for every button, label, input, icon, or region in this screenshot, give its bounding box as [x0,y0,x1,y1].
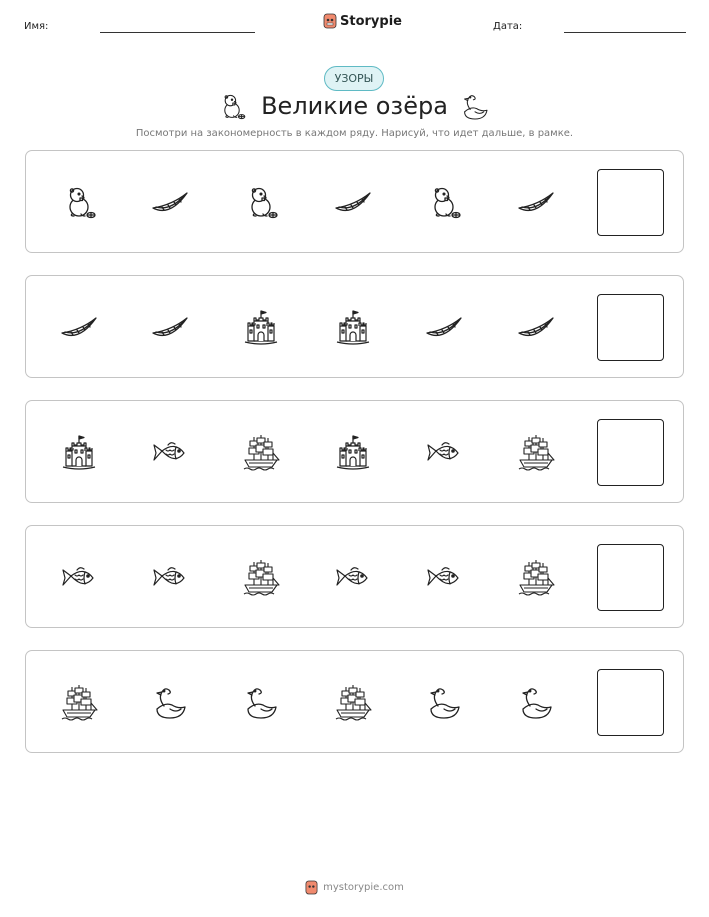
castle-icon [333,308,373,348]
answer-box[interactable] [597,294,664,361]
fish-icon [424,433,464,473]
name-label: Имя: [24,21,49,32]
ship-icon [516,558,556,598]
swan-icon [424,683,464,723]
footer [0,880,709,895]
canoe-icon [516,183,556,223]
beaver-icon [59,183,99,223]
footer-url[interactable]: mystorypie.com [323,882,404,893]
name-line[interactable] [100,32,255,33]
answer-box[interactable] [597,669,664,736]
beaver-icon [424,183,464,223]
canoe-icon [516,308,556,348]
castle-icon [241,308,281,348]
canoe-icon [333,183,373,223]
storypie-mascot-icon [305,880,318,895]
fish-icon [424,558,464,598]
fish-icon [59,558,99,598]
fish-icon [150,558,190,598]
swan-icon [241,683,281,723]
pattern-row [25,525,684,628]
brand-name: Storypie [340,13,402,29]
castle-icon [333,433,373,473]
ship-icon [59,683,99,723]
answer-box[interactable] [597,544,664,611]
brand-logo [323,13,402,29]
ship-icon [241,433,281,473]
pattern-row [25,150,684,253]
topic-badge: УЗОРЫ [324,66,384,91]
swan-icon [459,91,491,127]
castle-icon [59,433,99,473]
canoe-icon [59,308,99,348]
pattern-row [25,275,684,378]
date-label: Дата: [493,21,523,32]
pattern-row [25,650,684,753]
date-line[interactable] [564,32,686,33]
answer-box[interactable] [597,169,664,236]
answer-box[interactable] [597,419,664,486]
canoe-icon [150,183,190,223]
swan-icon [150,683,190,723]
canoe-icon [424,308,464,348]
fish-icon [150,433,190,473]
swan-icon [516,683,556,723]
pattern-row [25,400,684,503]
beaver-icon [241,183,281,223]
ship-icon [333,683,373,723]
instructions: Посмотри на закономерность в каждом ряду. Нарисуй, что идет дальше, в рамке. [135,128,574,139]
storypie-mascot-icon [323,13,337,29]
fish-icon [333,558,373,598]
ship-icon [516,433,556,473]
page-title: Великие озёра [261,92,448,120]
canoe-icon [150,308,190,348]
ship-icon [241,558,281,598]
